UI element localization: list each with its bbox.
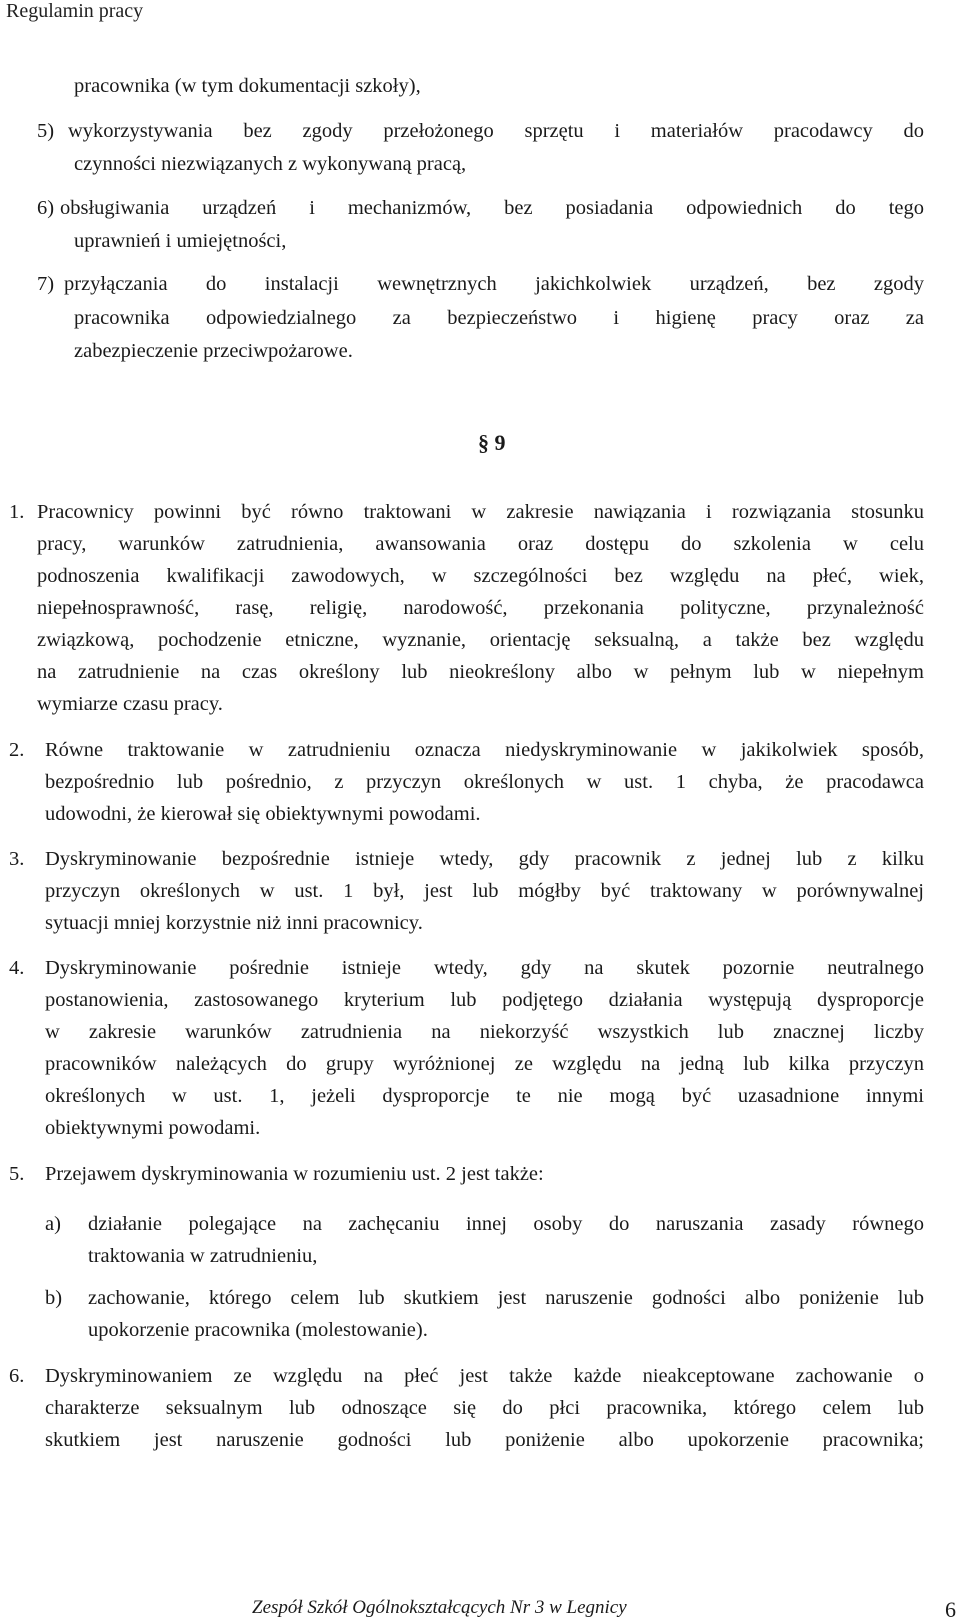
paragraph-line: pracowników należących do grupy wyróżnionej ze względu na jedną lub kilka przyczyn (45, 1053, 924, 1075)
paragraph-number: 1. (9, 501, 25, 523)
footer-school-name: Zespół Szkół Ogólnokształcących Nr 3 w Legnicy (252, 1597, 627, 1618)
list-item-line: obsługiwania urządzeń i mechanizmów, bez posiadania odpowiednich do tego (60, 197, 924, 219)
subitem-line: zachowanie, którego celem lub skutkiem jest naruszenie godności albo poniżenie lub (88, 1287, 924, 1309)
paragraph-line: na zatrudnienie na czas określony lub nieokreślony albo w pełnym lub w niepełnym (37, 661, 924, 683)
paragraph-line: udowodni, że kierował się obiektywnymi powodami. (45, 803, 481, 825)
subitem-label: b) (45, 1287, 63, 1309)
paragraph-line: Przejawem dyskryminowania w rozumieniu ust. 2 jest także: (45, 1163, 544, 1185)
paragraph-number: 3. (9, 848, 25, 870)
subitem-line: działanie polegające na zachęcaniu innej osoby do naruszania zasady równego (88, 1213, 924, 1235)
paragraph-line: charakterze seksualnym lub odnoszące się do płci pracownika, którego celem lub (45, 1397, 924, 1419)
list-continuation: pracownika (w tym dokumentacji szkoły), (74, 75, 421, 97)
list-item-number: 5) (37, 120, 55, 142)
paragraph-line: Równe traktowanie w zatrudnieniu oznacza niedyskryminowanie w jakikolwiek sposób, (45, 739, 924, 761)
paragraph-line: pracy, warunków zatrudnienia, awansowania oraz dostępu do szkolenia w celu (37, 533, 924, 555)
paragraph-line: przyczyn określonych w ust. 1 był, jest lub mógłby być traktowany w porównywalnej (45, 880, 924, 902)
list-item-line: pracownika odpowiedzialnego za bezpieczeństwo i higienę pracy oraz za (74, 307, 924, 329)
list-item-line: uprawnień i umiejętności, (74, 230, 287, 252)
paragraph-line: skutkiem jest naruszenie godności lub poniżenie albo upokorzenie pracownika; (45, 1429, 924, 1451)
paragraph-line: Dyskryminowanie pośrednie istnieje wtedy, gdy na skutek pozornie neutralnego (45, 957, 924, 979)
paragraph-line: Dyskryminowanie bezpośrednie istnieje wtedy, gdy pracownik z jednej lub z kilku (45, 848, 924, 870)
paragraph-line: sytuacji mniej korzystnie niż inni pracownicy. (45, 912, 423, 934)
running-header: Regulamin pracy (6, 0, 144, 22)
paragraph-number: 2. (9, 739, 25, 761)
paragraph-number: 4. (9, 957, 25, 979)
paragraph-line: obiektywnymi powodami. (45, 1117, 261, 1139)
list-item-line: przyłączania do instalacji wewnętrznych jakichkolwiek urządzeń, bez zgody (64, 273, 924, 295)
paragraph-line: niepełnosprawność, rasę, religię, narodowość, przekonania polityczne, przynależność (37, 597, 924, 619)
paragraph-number: 6. (9, 1365, 25, 1387)
subitem-label: a) (45, 1213, 61, 1235)
list-item-number: 7) (37, 273, 55, 295)
subitem-line: traktowania w zatrudnieniu, (88, 1245, 318, 1267)
list-item-number: 6) (37, 197, 55, 219)
paragraph-line: bezpośrednio lub pośrednio, z przyczyn określonych w ust. 1 chyba, że pracodawca (45, 771, 924, 793)
list-item-line: zabezpieczenie przeciwpożarowe. (74, 340, 353, 362)
paragraph-number: 5. (9, 1163, 25, 1185)
paragraph-line: wymiarze czasu pracy. (37, 693, 223, 715)
paragraph-line: Pracownicy powinni być równo traktowani w zakresie nawiązania i rozwiązania stosunku (37, 501, 924, 523)
page-number: 6 (945, 1597, 956, 1622)
paragraph-line: określonych w ust. 1, jeżeli dysproporcje te nie mogą być uzasadnione innymi (45, 1085, 924, 1107)
paragraph-line: podnoszenia kwalifikacji zawodowych, w szczególności bez względu na płeć, wiek, (37, 565, 924, 587)
paragraph-line: w zakresie warunków zatrudnienia na niekorzyść wszystkich lub znacznej liczby (45, 1021, 924, 1043)
paragraph-line: postanowienia, zastosowanego kryterium lub podjętego działania występują dysproporcje (45, 989, 924, 1011)
subitem-line: upokorzenie pracownika (molestowanie). (88, 1319, 428, 1341)
list-item-line: czynności niezwiązanych z wykonywaną pracą, (74, 153, 467, 175)
paragraph-line: Dyskryminowaniem ze względu na płeć jest także każde nieakceptowane zachowanie o (45, 1365, 924, 1387)
paragraph-line: związkową, pochodzenie etniczne, wyznanie, orientację seksualną, a także bez względu (37, 629, 924, 651)
list-item-line: wykorzystywania bez zgody przełożonego sprzętu i materiałów pracodawcy do (68, 120, 924, 142)
section-heading: § 9 (478, 430, 506, 455)
